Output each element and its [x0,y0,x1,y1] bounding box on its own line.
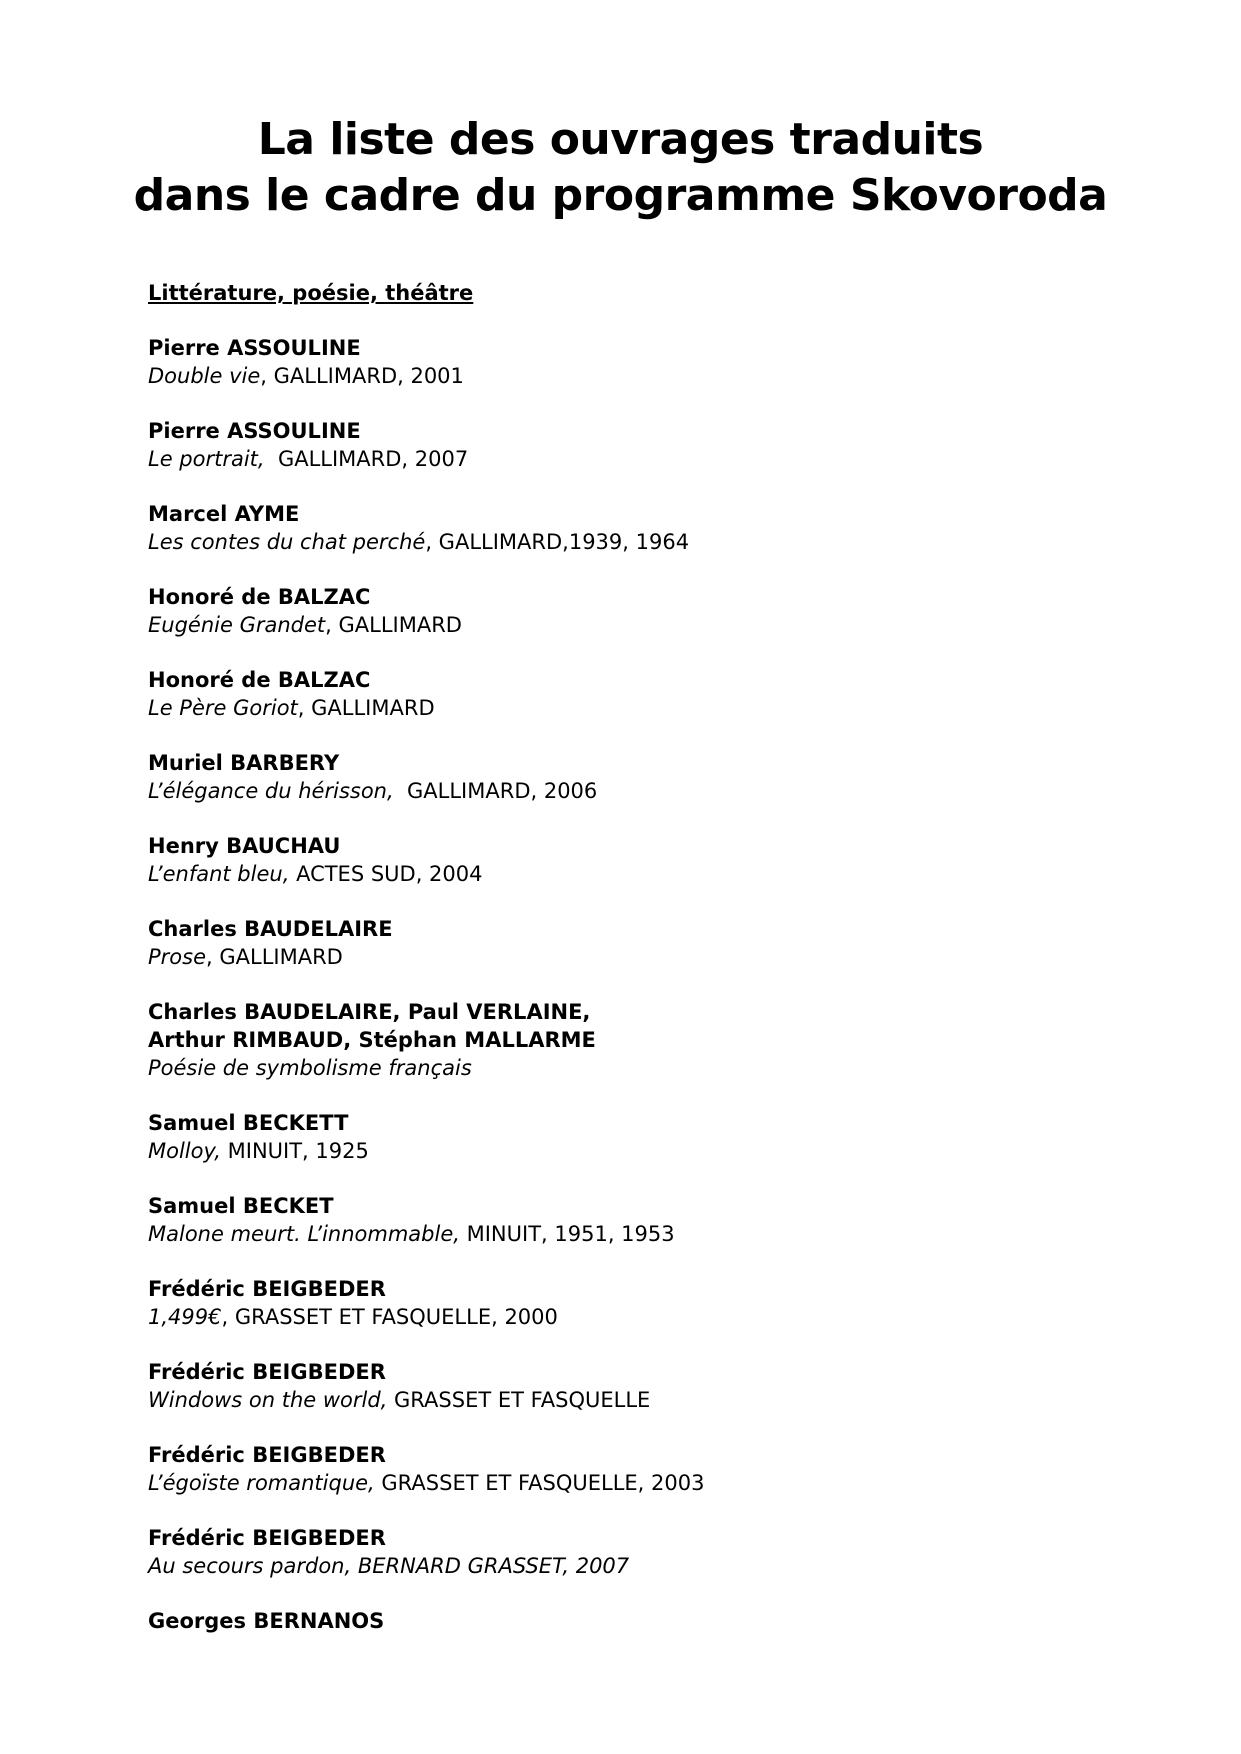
work-details [148,1303,1148,1331]
work-title: Prose [148,945,207,969]
author-name: Frédéric BEIGBEDER [148,1360,386,1384]
author-name: Charles BAUDELAIRE, Paul VERLAINE, [148,1000,591,1024]
list-item [148,417,1148,473]
list-item [148,334,1148,390]
work-details [148,362,1148,390]
author-name: Georges BERNANOS [148,1609,385,1633]
work-details [148,1137,1148,1165]
publisher-info: , GALLIMARD [297,696,435,720]
list-item [148,583,1148,639]
publisher-info: , GALLIMARD,1939, 1964 [425,530,690,554]
list-item [148,500,1148,556]
author-name: Samuel BECKETT [148,1111,349,1135]
publisher-info: , GALLIMARD [206,945,343,969]
work-title: Windows on the world, [148,1388,388,1412]
list-item [148,1275,1148,1331]
publisher-info: , GRASSET ET FASQUELLE, 2000 [221,1305,558,1329]
work-title: Molloy, [148,1139,221,1163]
work-title: Au secours pardon, BERNARD GRASSET, 2007 [148,1554,630,1578]
author-name: Frédéric BEIGBEDER [148,1526,386,1550]
publisher-info: ACTES SUD, 2004 [289,862,483,886]
work-title: Malone meurt. L’innommable, [148,1222,460,1246]
work-details [148,1220,1148,1248]
document-body [148,279,1148,1662]
list-item [148,1109,1148,1165]
list-item [148,998,1148,1082]
work-details [148,777,1148,805]
work-details [148,860,1148,888]
publisher-info: MINUIT, 1925 [220,1139,369,1163]
work-title: L’enfant bleu, [148,862,290,886]
page-title [0,112,1241,224]
work-details [148,1054,1148,1082]
list-item [148,1441,1148,1497]
page-title-line-1: La liste des ouvrages traduits [257,114,984,165]
work-title: Double vie [148,364,261,388]
list-item [148,1607,1148,1635]
author-name: Frédéric BEIGBEDER [148,1277,386,1301]
work-title: Poésie de symbolisme français [148,1056,472,1080]
work-details [148,445,1148,473]
publisher-info: GRASSET ET FASQUELLE [387,1388,651,1412]
author-name: Samuel BECKET [148,1194,334,1218]
work-title: Le Père Goriot [148,696,298,720]
publisher-info: , GALLIMARD, 2001 [260,364,464,388]
list-item [148,1524,1148,1580]
author-name: Henry BAUCHAU [148,834,341,858]
author-name: Arthur RIMBAUD, Stéphan MALLARME [148,1028,596,1052]
list-item [148,1192,1148,1248]
work-details [148,528,1148,556]
list-item [148,666,1148,722]
author-name: Muriel BARBERY [148,751,340,775]
list-item [148,832,1148,888]
publisher-info: GALLIMARD, 2007 [264,447,469,471]
author-name: Marcel AYME [148,502,300,526]
work-details [148,611,1148,639]
publisher-info: GRASSET ET FASQUELLE, 2003 [374,1471,705,1495]
list-item [148,749,1148,805]
page-title-line-2: dans le cadre du programme Skovoroda [133,170,1108,221]
list-item [148,915,1148,971]
work-title: 1,499€ [148,1305,222,1329]
work-title: L’égoïste romantique, [148,1471,375,1495]
work-title: Les contes du chat perché [148,530,426,554]
work-details [148,694,1148,722]
publisher-info: GALLIMARD, 2006 [393,779,598,803]
work-details [148,1386,1148,1414]
author-name: Charles BAUDELAIRE [148,917,393,941]
author-name: Frédéric BEIGBEDER [148,1443,386,1467]
author-name: Pierre ASSOULINE [148,419,361,443]
entry-list [148,334,1148,1635]
work-details [148,943,1148,971]
list-item [148,1358,1148,1414]
work-details [148,1552,1148,1580]
work-title: Eugénie Grandet [148,613,326,637]
work-title: Le portrait, [148,447,265,471]
author-name: Honoré de BALZAC [148,585,371,609]
author-name: Honoré de BALZAC [148,668,371,692]
publisher-info: , GALLIMARD [325,613,462,637]
work-title: L’élégance du hérisson, [148,779,394,803]
publisher-info: MINUIT, 1951, 1953 [459,1222,675,1246]
author-name: Pierre ASSOULINE [148,336,361,360]
work-details [148,1469,1148,1497]
section-heading: Littérature, poésie, théâtre [148,281,474,305]
